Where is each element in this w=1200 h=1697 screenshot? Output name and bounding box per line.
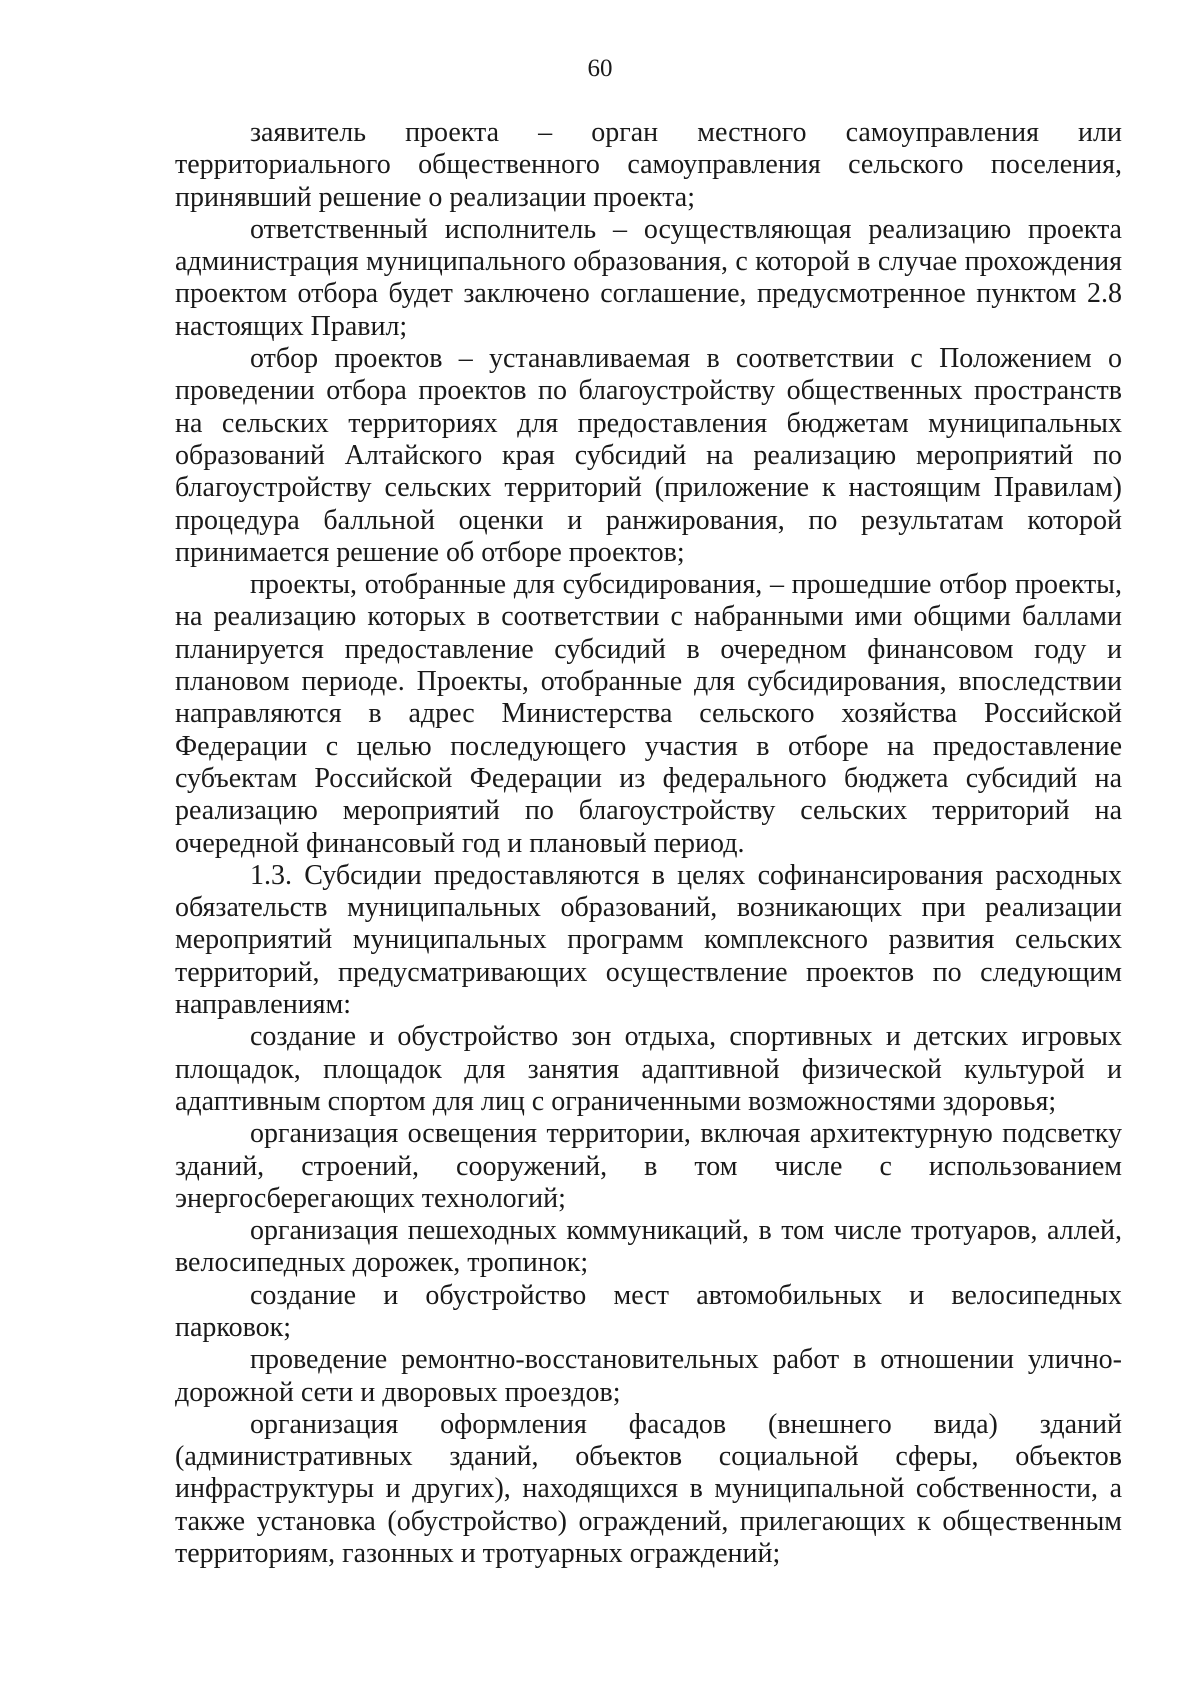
paragraph-selection-definition: отбор проектов – устанавливаемая в соответствии с Положением о проведении отбора проектов по благоустройству общественных пространств на сельских территориях для предоставления бюджетам муниципальных образований Алтайского края субсидий на реализацию мероприятий по благоустройству сельских территорий (приложение к настоящим Правилам) процедура балльной оценки и ранжирования, по результатам которой принимается решение об отборе проектов; <box>175 343 1122 568</box>
paragraph-applicant-definition: заявитель проекта – орган местного самоуправления или территориального общественного самоуправления сельского поселения, принявший решение о реализации проекта; <box>175 117 1122 213</box>
list-item-lighting: организация освещения территории, включая архитектурную подсветку зданий, строений, сооружений, в том числе с использованием энергосберегающих технологий; <box>175 1118 1122 1214</box>
paragraph-executor-definition: ответственный исполнитель – осуществляющая реализацию проекта администрация муниципального образования, с которой в случае прохождения проектом отбора будет заключено соглашение, предусмотренное пунктом 2.8 настоящих Правил; <box>175 213 1122 342</box>
list-item-parking: создание и обустройство мест автомобильных и велосипедных парковок; <box>175 1279 1122 1343</box>
page-number: 60 <box>587 55 613 82</box>
list-item-pedestrian-communications: организация пешеходных коммуникаций, в том числе тротуаров, аллей, велосипедных дорожек, тропинок; <box>175 1215 1122 1279</box>
paragraph-selected-projects-definition: проекты, отобранные для субсидирования, – прошедшие отбор проекты, на реализацию которых в соответствии с набранными ими общими баллами планируется предоставление субсидий в очередном финансовом году и плановом периоде. Проекты, отобранные для субсидирования, впоследствии направляются в адрес Министерства сельского хозяйства Российской Федерации с целью последующего участия в отборе на предоставление субъектам Российской Федерации из федерального бюджета субсидий на реализацию мероприятий по благоустройству сельских территорий на очередной финансовый год и плановый период. <box>175 569 1122 859</box>
list-item-facades-fencing: организация оформления фасадов (внешнего вида) зданий (административных зданий, объектов социальной сферы, объектов инфраструктуры и других), находящихся в муниципальной собственности, а также установка (обустройство) ограждений, прилегающих к общественным территориям, газонных и тротуарных ограждений; <box>175 1408 1122 1570</box>
list-item-road-repair: проведение ремонтно-восстановительных работ в отношении улично-дорожной сети и дворовых проездов; <box>175 1344 1122 1408</box>
document-body <box>175 117 1122 1570</box>
list-item-recreation-zones: создание и обустройство зон отдыха, спортивных и детских игровых площадок, площадок для занятия адаптивной физической культурой и адаптивным спортом для лиц с ограниченными возможностями здоровья; <box>175 1021 1122 1117</box>
paragraph-section-1-3: 1.3. Субсидии предоставляются в целях софинансирования расходных обязательств муниципальных образований, возникающих при реализации мероприятий муниципальных программ комплексного развития сельских территорий, предусматривающих осуществление проектов по следующим направлениям: <box>175 859 1122 1021</box>
